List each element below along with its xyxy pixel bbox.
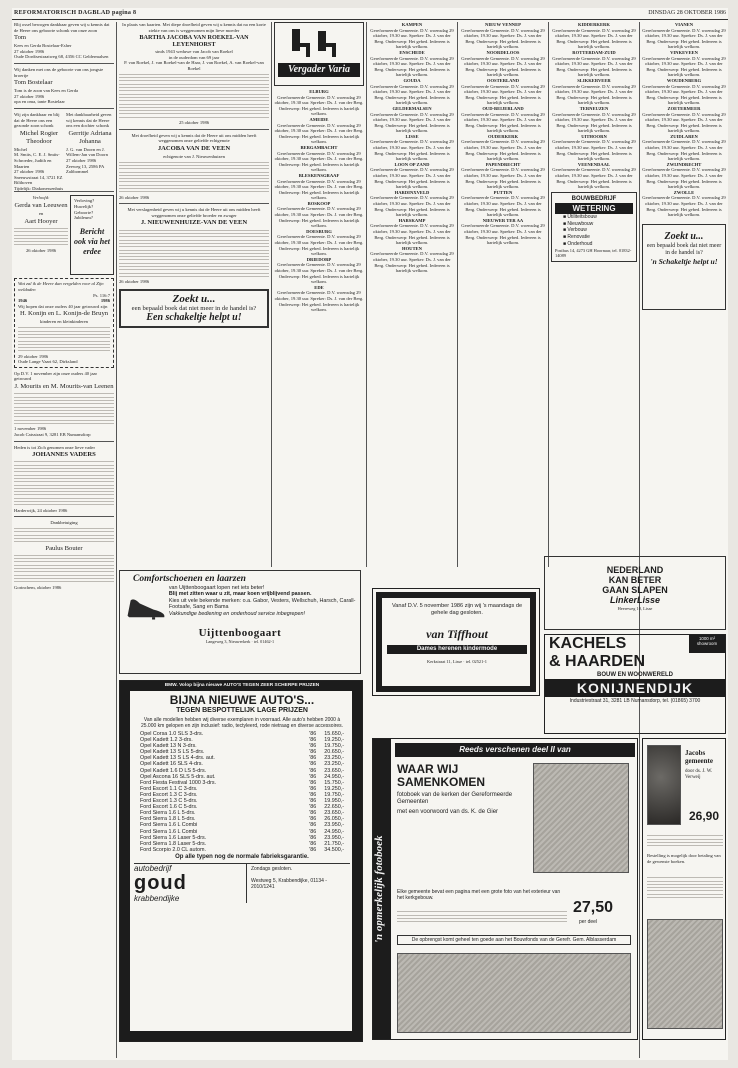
church-meeting: HARSKAMP Gereformeerde Gemeente. D.V. woensdag 29 oktober, 19.30 uur. Spreker: Ds. J. van der Berg. Onderwerp: Het gebed. Iedereen is hartelijk welkom.	[370, 217, 454, 246]
car-model: Ford Sierra 1.6 L Combi	[140, 822, 198, 829]
church-meeting: UITHOORN Gereformeerde Gemeente. D.V. woensdag 29 oktober, 19.30 uur. Spreker: Ds. J. van der Berg. Onderwerp: Het gebed. Iedereen is hartelijk welkom.	[552, 133, 636, 162]
car-year: '86	[309, 828, 317, 835]
church-meeting: GOUDA Gereformeerde Gemeente. D.V. woensdag 29 oktober, 19.30 uur. Spreker: Ds. J. van der Berg. Onderwerp: Het gebed. Iedereen is hartelijk welkom.	[370, 77, 454, 106]
car-model: Ford Sierra 1.8 L 5-drs.	[140, 816, 196, 823]
church-meeting: AMEIDE Gereformeerde Gemeente. D.V. woensdag 29 oktober, 19.30 uur. Spreker: Ds. J. van der Berg. Onderwerp: Het gebed. Iedereen is hartelijk welkom.	[274, 116, 364, 145]
car-year: '86	[309, 767, 317, 774]
car-year: '86	[309, 804, 317, 811]
car-price: 19.950,-	[324, 798, 344, 805]
car-model: Opel Kadett 13 N 3-drs.	[140, 743, 197, 750]
church-meeting: ZUIDLAREN Gereformeerde Gemeente. D.V. woensdag 29 oktober, 19.30 uur. Spreker: Ds. J. van der Berg. Onderwerp: Het gebed. Iedereen is hartelijk welkom.	[642, 133, 726, 162]
church-meeting: PUTTEN Gereformeerde Gemeente. D.V. woensdag 29 oktober, 19.30 uur. Spreker: Ds. J. van der Berg. Onderwerp: Het gebed. Iedereen is hartelijk welkom.	[461, 189, 545, 218]
church-meeting: BERGAMBACHT Gereformeerde Gemeente. D.V. woensdag 29 oktober, 19.30 uur. Spreker: Ds. J. van der Berg. Onderwerp: Het gebed. Iedereen is hartelijk welkom.	[274, 144, 364, 173]
car-year: '86	[309, 834, 317, 841]
car-price: 20.650,-	[324, 749, 344, 756]
church-meeting: OOSTERLAND Gereformeerde Gemeente. D.V. woensdag 29 oktober, 19.30 uur. Spreker: Ds. J. van der Berg. Onderwerp: Het gebed. Iedereen is hartelijk welkom.	[461, 77, 545, 106]
church-meeting: ENSCHEDE Gereformeerde Gemeente. D.V. woensdag 29 oktober, 19.30 uur. Spreker: Ds. J. van der Berg. Onderwerp: Het gebed. Iedereen is hartelijk welkom.	[370, 49, 454, 78]
konijnendijk-ad: KACHELS 1000 m² showroom & HAARDEN BOUW EN WOONWERELD KONIJNENDIJK Industriestraat 31, 3281 LB Numansdorp, tel. (01865) 3700	[544, 634, 726, 734]
church-meeting: SLIKKERVEER Gereformeerde Gemeente. D.V. woensdag 29 oktober, 19.30 uur. Spreker: Ds. J. van der Berg. Onderwerp: Het gebed. Iedereen is hartelijk welkom.	[552, 77, 636, 106]
book-cover-photo	[647, 745, 681, 825]
church-meeting: VEENENDAAL Gereformeerde Gemeente. D.V. woensdag 29 oktober, 19.30 uur. Spreker: Ds. J. van der Berg. Onderwerp: Het gebed. Iedereen is hartelijk welkom.	[552, 161, 636, 190]
church-meeting: LOON OP ZAND Gereformeerde Gemeente. D.V. woensdag 29 oktober, 19.30 uur. Spreker: Ds. J. van der Berg. Onderwerp: Het gebed. Iedereen is hartelijk welkom.	[370, 161, 454, 190]
comfortschoenen-ad: Comfortschoenen en laarzen van Uijttenboogaart lopen net iets beter! Blij met zitten waar u zit, maar koen vrijblijvend passen. Kies uit vele bekende merken: o.a. Gabor, Vesters, Wellschuh, Harsch, Carall-Footsafe, Sang en Bama Vakkundige bediening en onderhoud service inbegrepen! Uijttenboogaart Langeweg 3, Nieuwerkerk · tel. 01462-1	[119, 570, 361, 674]
car-price: 23.250,-	[324, 761, 344, 768]
church-meeting: VINKEVEEN Gereformeerde Gemeente. D.V. woensdag 29 oktober, 19.30 uur. Spreker: Ds. J. van der Berg. Onderwerp: Het gebed. Iedereen is hartelijk welkom.	[642, 49, 726, 78]
church-meeting: KAMPEN Gereformeerde Gemeente. D.V. woensdag 29 oktober, 19.30 uur. Spreker: Ds. J. van der Berg. Onderwerp: Het gebed. Iedereen is hartelijk welkom.	[370, 22, 454, 50]
jacobs-price: 26,90	[689, 809, 720, 823]
family-notices-column	[14, 22, 114, 1058]
death-notice-van-de-veen: Met droefheid geven wij u kennis dat de Heere uit ons midden heeft weggenomen onze geliefde echtgenote JACOBA VAN DE VEEN echtgenote van J. Nieuwenhuizen 26 oktober 1986	[119, 133, 269, 201]
car-price: 24.950,-	[324, 773, 344, 780]
konijnendijk-brand: KONIJNENDIJK	[545, 679, 725, 697]
church-meeting: EDE Gereformeerde Gemeente. D.V. woensdag 29 oktober, 19.30 uur. Spreker: Ds. J. van der Berg. Onderwerp: Het gebed. Iedereen is hartelijk welkom.	[274, 284, 364, 313]
vergader-varia-logo	[274, 22, 364, 86]
book-cover-photo	[533, 763, 629, 873]
church-meeting: ELBURG Gereformeerde Gemeente. D.V. woensdag 29 oktober, 19.30 uur. Spreker: Ds. J. van der Berg. Onderwerp: Het gebed. Iedereen is hartelijk welkom.	[274, 89, 364, 117]
car-year: '86	[309, 773, 317, 780]
car-year: '86	[309, 846, 317, 853]
church-building-photo	[397, 953, 631, 1033]
church-meeting: LISSE Gereformeerde Gemeente. D.V. woensdag 29 oktober, 19.30 uur. Spreker: Ds. J. van der Berg. Onderwerp: Het gebed. Iedereen is hartelijk welkom.	[370, 133, 454, 162]
car-price: 23.250,-	[324, 755, 344, 762]
zoekt-u-ad-2: Zoekt u... een bepaald boek dat niet meer in de handel is? 'n Schakeltje helpt u!	[642, 224, 726, 310]
church-meeting: DOESBURG Gereformeerde Gemeente. D.V. woensdag 29 oktober, 19.30 uur. Spreker: Ds. J. van der Berg. Onderwerp: Het gebed. Iedereen is hartelijk welkom.	[274, 228, 364, 257]
car-price: 19.750,-	[324, 791, 344, 798]
zoekt-u-ad: Zoekt u... een bepaald boek dat niet meer in de handel is? Een schakeltje helpt u!	[119, 289, 269, 329]
death-notices-column	[119, 22, 269, 567]
car-price: 15.750,-	[324, 779, 344, 786]
car-price: 19.250,-	[324, 785, 344, 792]
wetering-brand: WETERING	[555, 203, 633, 214]
car-price-list	[134, 731, 350, 853]
bouwbedrijf-item: ■ Verbouw	[563, 227, 587, 234]
car-year: '86	[309, 810, 317, 817]
car-price: 22.650,-	[324, 804, 344, 811]
car-model: Opel Kadett 13 S LS 5-drs.	[140, 749, 205, 756]
goud-logo: autobedrijf goud krabbendijke	[134, 864, 247, 903]
church-column-2	[369, 22, 455, 567]
car-model: Ford Sierra 1.6 L Combi	[140, 828, 198, 835]
car-model: Opel Kadett 1.6 D LS 5-drs.	[140, 767, 207, 774]
car-year: '86	[309, 737, 317, 744]
announcement-item: Jubileum?	[74, 215, 93, 221]
birth-notice-tom: Blij ossel bewogen dankbaar geven wij u kennis dat de Heere ons geboorte schonk van onze zoon Tom Kees en Gerda Bostelaar-Esher 27 oktober 1986 Oude Dordtsestraatweg 68, 4356 CC Geldermalsen	[14, 22, 110, 60]
car-price: 23.650,-	[324, 767, 344, 774]
bouwbedrijf-item: ■ Nieuwbouw	[563, 220, 594, 227]
car-model: Opel Kadett 16 SLS 4-drs.	[140, 761, 203, 768]
car-model: Opel Kadett 13 S LS 4-drs. aut.	[140, 755, 215, 762]
car-model: Ford Fiesta Festival 1000 3-drs.	[140, 779, 217, 786]
car-price: 34.500,-	[324, 846, 344, 853]
car-price: 24.950,-	[324, 828, 344, 835]
car-model: Opel Kadett 1.2 3-drs.	[140, 737, 193, 744]
linker-lisse-ad: NEDERLAND KAN BETER GAAN SLAPEN LinkerLisse Heereweg 10, Lisse	[544, 556, 726, 630]
erdee-slogan: Bericht ook via het erdee	[74, 226, 110, 256]
paper-date: DINSDAG 28 OKTOBER 1986	[648, 10, 726, 16]
church-meeting: WOUDENBERG Gereformeerde Gemeente. D.V. woensdag 29 oktober, 19.30 uur. Spreker: Ds. J. van der Berg. Onderwerp: Het gebed. Iedereen is hartelijk welkom.	[642, 77, 726, 106]
car-model: Ford Escort 1.3 C 3-drs.	[140, 791, 198, 798]
chairs-icon	[278, 25, 362, 61]
church-meeting: VIANEN Gereformeerde Gemeente. D.V. woensdag 29 oktober, 19.30 uur. Spreker: Ds. J. van der Berg. Onderwerp: Het gebed. Iedereen is hartelijk welkom.	[642, 22, 726, 50]
car-year: '86	[309, 761, 317, 768]
announcement-item: Huwelijk?	[74, 204, 94, 210]
car-model: Opel Ascona 16 SLS 5-drs. aut.	[140, 773, 216, 780]
anniversary-konijn: Wat zal ik de Heere dan vergelden voor al Zijn weldaden Ps. 116:7 1946 1986 Wij hopen dat onze ouders 40 jaar getrouwd zijn H. Konijn en L. Konijn-de Bruyn kinderen en kleinkinderen 29 oktober 1986 Oude Lange Vaart 62, Dirksland	[14, 278, 114, 367]
car-year: '86	[309, 731, 317, 737]
church-column-4	[551, 22, 637, 567]
church-column-1	[274, 22, 364, 567]
jacobs-gemeente-ad: Jacobs gemeente door ds. J. W. Verweij 26,90 Bestelling is mogelijk door betaling van de gewenste boeken.	[642, 738, 726, 1040]
car-price: 26.050,-	[324, 816, 344, 823]
boot-icon	[123, 585, 169, 625]
car-year: '86	[309, 779, 317, 786]
photo	[647, 919, 723, 1029]
church-meeting: PAPENDRECHT Gereformeerde Gemeente. D.V. woensdag 29 oktober, 19.30 uur. Spreker: Ds. J. van der Berg. Onderwerp: Het gebed. Iedereen is hartelijk welkom.	[461, 161, 545, 190]
van-tiffhout-brand: van Tiffhout	[426, 627, 488, 641]
death-notice-vaders: Heden is tot Zich genomen onze lieve vader JOHANNES VADERS Harderwijk, 24 oktober 1986	[14, 445, 114, 514]
church-meeting: NIEUW VENNEP Gereformeerde Gemeente. D.V. woensdag 29 oktober, 19.30 uur. Spreker: Ds. J. van der Berg. Onderwerp: Het gebed. Iedereen is hartelijk welkom.	[461, 22, 545, 50]
newspaper-page	[12, 8, 728, 1060]
birth-notice-gerritje: Met dankbaarheid geven wij kennis dat de Heere ons een dochter schonk Gerritje Adriana Johanna J. G. van Doorn en J. Willem-Jan van Doorn 27 oktober 1986 Zeeweg 13, 2586 PA Zaltbommel	[66, 111, 112, 175]
car-price: 19.750,-	[324, 743, 344, 750]
church-meeting: DRIEDORP Gereformeerde Gemeente. D.V. woensdag 29 oktober, 19.30 uur. Spreker: Ds. J. van der Berg. Onderwerp: Het gebed. Iedereen is hartelijk welkom.	[274, 256, 364, 285]
death-notice-nieuwenhuize: Met verslagenheid geven wij u kennis dat de Heere uit ons midden heeft weggenomen onze geliefde broeder en zwager J. NIEUWENHUIZE-VAN DE VEEN 26 oktober 1986	[119, 207, 269, 285]
church-meeting: GELDERMALSEN Gereformeerde Gemeente. D.V. woensdag 29 oktober, 19.30 uur. Spreker: Ds. J. van der Berg. Onderwerp: Het gebed. Iedereen is hartelijk welkom.	[370, 105, 454, 134]
car-year: '86	[309, 749, 317, 756]
car-model: Ford Escort 1.6 C 5-drs.	[140, 804, 198, 811]
van-tiffhout-ad: Vanaf D.V. 5 november 1986 zijn wij 's maandags de gehele dag gesloten. van Tiffhout Dames herenen kindermode Kerkstraat 11, Lisse · tel. 02521-1	[372, 588, 540, 696]
car-model: Ford Sierra 1.6 Laser 5-drs.	[140, 834, 207, 841]
paper-title: REFORMATORISCH DAGBLAD pagina 8	[14, 10, 137, 16]
church-meeting: NOORDELOOS Gereformeerde Gemeente. D.V. woensdag 29 oktober, 19.30 uur. Spreker: Ds. J. van der Berg. Onderwerp: Het gebed. Iedereen is hartelijk welkom.	[461, 49, 545, 78]
car-price: 23.950,-	[324, 822, 344, 829]
death-notice-van-roekel: In plaats van kaarten. Met diepe droefheid geven wij u kennis dat na een korte ziekte van ons is weggenomen mijn lieve moeder BARTHA JACOBA VAN ROEKEL-VAN LEYENHORST sinds 1943 weduwe van Jacob van Roekel in de ouderdom van 69 jaar P. van Roekel, J. van Roekel-van de Haar, J. van Roekel, A. van Roekel-van Roekel 25 oktober 1986	[119, 22, 269, 126]
church-meeting: BLESKENSGRAAF Gereformeerde Gemeente. D.V. woensdag 29 oktober, 19.30 uur. Spreker: Ds. J. van der Berg. Onderwerp: Het gebed. Iedereen is hartelijk welkom.	[274, 172, 364, 201]
announcement-question-ad	[70, 195, 114, 275]
church-meeting: TERNEUZEN Gereformeerde Gemeente. D.V. woensdag 29 oktober, 19.30 uur. Spreker: Ds. J. van der Berg. Onderwerp: Het gebed. Iedereen is hartelijk welkom.	[552, 105, 636, 134]
vergader-varia-brand: Vergader Varia	[278, 63, 360, 77]
church-meeting: HOUTEN Gereformeerde Gemeente. D.V. woensdag 29 oktober, 19.30 uur. Spreker: Ds. J. van der Berg. Onderwerp: Het gebed. Iedereen is hartelijk welkom.	[370, 245, 454, 274]
car-price: 23.650,-	[324, 810, 344, 817]
car-model: Ford Sierra 1.8 Laser 5-drs.	[140, 840, 207, 847]
announcement-item: Verloving?	[74, 198, 95, 204]
birth-notice-tom-siblings: Wij danken met ons de geboorte van ons jongste broertje Tom Bostelaar Tom is de zoon van Kees en Gerda 27 oktober 1986 opa en oma, tante Bostelaar	[14, 66, 104, 105]
fotoboek-price: 27,50	[573, 899, 614, 916]
bouwbedrijf-ad: BOUWBEDRIJF WETERING ■ Utiliteitsbouw ■ Nieuwbouw ■ Verbouw ■ Renovatie ■ Onderhoud Postbus 14, 4273 GH Hoornaar, tel. 01832-14089	[551, 192, 637, 262]
car-price: 23.950,-	[324, 834, 344, 841]
engagement-notice: Verloofd: Gerda van Leeuwen en Aart Hooyer 26 oktober 1986	[14, 195, 68, 253]
church-meeting: OUDERKERK Gereformeerde Gemeente. D.V. woensdag 29 oktober, 19.30 uur. Spreker: Ds. J. van der Berg. Onderwerp: Het gebed. Iedereen is hartelijk welkom.	[461, 133, 545, 162]
fotoboek-ad: 'n opmerkelijk fotoboek Reeds verschenen deel II van WAAR WIJ SAMENKOMEN fotoboek van de kerken der Gereformeerde Gemeenten met een voorwoord van ds. K. de Gier Elke gemeente bevat een pagina met een grote foto van het exterieur van het kerkgebouw. 27,50 per deel De opbrengst komt geheel ten goede aan het Bouwfonds van de Gerefr. Gem. Alblasserdam	[372, 738, 638, 1040]
church-meeting: ZWOLLE Gereformeerde Gemeente. D.V. woensdag 29 oktober, 19.30 uur. Spreker: Ds. J. van der Berg. Onderwerp: Het gebed. Iedereen is hartelijk welkom.	[642, 189, 726, 218]
linker-lisse-brand: LinkerLisse	[609, 595, 661, 605]
church-meeting: ROTTERDAM-ZUID Gereformeerde Gemeente. D.V. woensdag 29 oktober, 19.30 uur. Spreker: Ds. J. van der Berg. Onderwerp: Het gebed. Iedereen is hartelijk welkom.	[552, 49, 636, 78]
car-year: '86	[309, 798, 317, 805]
car-year: '86	[309, 822, 317, 829]
car-price: 19.250,-	[324, 737, 344, 744]
church-column-3	[460, 22, 546, 567]
announcement-item: Geboorte?	[74, 209, 94, 215]
car-model: Ford Sierra 1.6 L 5-drs.	[140, 810, 196, 817]
bouwbedrijf-item: ■ Renovatie	[563, 234, 590, 241]
car-price: 15.650,-	[324, 731, 344, 737]
car-year: '86	[309, 816, 317, 823]
church-meeting: ZWIJNDRECHT Gereformeerde Gemeente. D.V. woensdag 29 oktober, 19.30 uur. Spreker: Ds. J. van der Berg. Onderwerp: Het gebed. Iedereen is hartelijk welkom.	[642, 161, 726, 190]
church-meeting: NIEUWER TER AA Gereformeerde Gemeente. D.V. woensdag 29 oktober, 19.30 uur. Spreker: Ds. J. van der Berg. Onderwerp: Het gebed. Iedereen is hartelijk welkom.	[461, 217, 545, 246]
thanks-notice-bouter: Dankbetuiging Paulus Bouter Gorinchem, oktober 1986	[14, 520, 114, 590]
church-meeting: BOSKOOP Gereformeerde Gemeente. D.V. woensdag 29 oktober, 19.30 uur. Spreker: Ds. J. van der Berg. Onderwerp: Het gebed. Iedereen is hartelijk welkom.	[274, 200, 364, 229]
car-year: '86	[309, 791, 317, 798]
cars-ad: BMW. Volop bijna nieuwe AUTO'S TEGEN ZEER SCHERPE PRIJZEN BIJNA NIEUWE AUTO'S... TEGEN BESPOTTELIJK LAGE PRIJZEN Van alle modellen hebben wij diverse exemplaren in voorraad. Alle auto's hebben 2000 à 25.000 km gelopen en zijn inclusief: radio, tectyleerd, rode nietraag en diverse accessoires. Opel Corsa 1.0 SLS 3-drs. '86 15.650,- Opel Kadett 1.2 3-drs. '86 19.250,- Opel Kadett 13 N 3-drs. '86 19.750,- Opel Kadett 13 S LS 5-drs. '86 20.650,- Opel Kadett 13 S LS 4-drs. aut. '86 23.250,- Opel Kadett 16 SLS 4-drs. '86 23.250,- Opel Kadett 1.6 D LS 5-drs. '86 23.650,- Opel Ascona 16 SLS 5-drs. aut. '86 24.950,- Ford Fiesta Festival 1000 3-drs. '86 15.750,- Ford Escort 1.1 C 3-drs. '86 19.250,- Ford Escort 1.3 C 3-drs. '86 19.750,- Ford Escort 1.3 C 5-drs. '86 19.950,- Ford Escort 1.6 C 5-drs. '86 22.650,- Ford Sierra 1.6 L 5-drs. '86 23.650,- Ford Sierra 1.8 L 5-drs. '86 26.050,- Ford Sierra 1.6 L Combi '86 23.950,- Ford Sierra 1.6 L Combi '86 24.950,- Ford Sierra 1.6 Laser 5-drs. '86 23.950,- Ford Sierra 1.8 Laser 5-drs. '86 21.750,- Ford Scorpio 2.0 CL autom. '86 34.500,- Op alle typen nog de normale fabrieksgarantie. autobedrijf goud krabbendijke Zondags gesloten. Westweg 5, Krabbendijke, 01134 - 2010/1241	[119, 680, 363, 1042]
car-model: Ford Scorpio 2.0 CL autom.	[140, 846, 207, 853]
car-year: '86	[309, 755, 317, 762]
uijttenboogaart-brand: Uijttenboogaart	[198, 627, 282, 639]
car-year: '86	[309, 840, 317, 847]
car-year: '86	[309, 743, 317, 750]
bouwbedrijf-item: ■ Utiliteitsbouw	[563, 213, 597, 220]
bouwbedrijf-item: ■ Onderhoud	[563, 241, 593, 247]
car-model: Ford Escort 1.1 C 3-drs.	[140, 785, 198, 792]
church-meeting: OUD-BEIJERLAND Gereformeerde Gemeente. D.V. woensdag 29 oktober, 19.30 uur. Spreker: Ds. J. van der Berg. Onderwerp: Het gebed. Iedereen is hartelijk welkom.	[461, 105, 545, 134]
car-model: Opel Corsa 1.0 SLS 3-drs.	[140, 731, 204, 737]
church-meeting: KIDDERKERK Gereformeerde Gemeente. D.V. woensdag 29 oktober, 19.30 uur. Spreker: Ds. J. van der Berg. Onderwerp: Het gebed. Iedereen is hartelijk welkom.	[552, 22, 636, 50]
anniversary-mourits: Op D.V. 1 november zijn onze ouders 40 jaar getrouwd J. Mourits en M. Mourits-van Leenen 1 november 1986 Jacob Catsstraat 9, 3281 EB Numansdorp	[14, 370, 114, 437]
church-meeting: HARDINXVELD Gereformeerde Gemeente. D.V. woensdag 29 oktober, 19.30 uur. Spreker: Ds. J. van der Berg. Onderwerp: Het gebed. Iedereen is hartelijk welkom.	[370, 189, 454, 218]
car-price: 21.750,-	[324, 840, 344, 847]
church-meeting: ZOETERMEER Gereformeerde Gemeente. D.V. woensdag 29 oktober, 19.30 uur. Spreker: Ds. J. van der Berg. Onderwerp: Het gebed. Iedereen is hartelijk welkom.	[642, 105, 726, 134]
birth-notice-michel: Wij zijn dankbaar en blij dat de Heere ons een gezonde zoon schonk Michel Rogier Theodoor Michel M. Smits, C. E. J. Smits-Schroeder, Judith en Maarten 27 oktober 1986 Sneeuwstraat 14, 3721 EZ Bilthoven Tijdelijk: Diakonessenhuis	[14, 111, 64, 191]
car-model: Ford Escort 1.3 C 5-drs.	[140, 798, 198, 805]
page-header	[12, 8, 728, 20]
car-year: '86	[309, 785, 317, 792]
